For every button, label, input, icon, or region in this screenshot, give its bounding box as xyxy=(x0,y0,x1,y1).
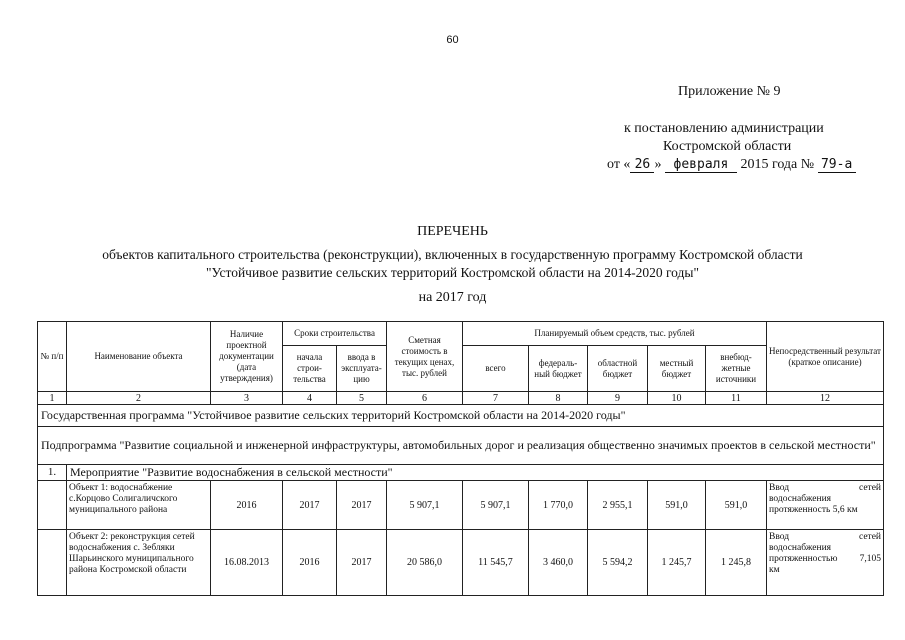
column-number: 2 xyxy=(67,392,211,405)
object-cost: 20 586,0 xyxy=(387,530,463,596)
column-number: 11 xyxy=(706,392,767,405)
object-cost: 5 907,1 xyxy=(387,481,463,530)
objects-table xyxy=(37,321,884,596)
result-line: водоснабжения xyxy=(769,543,832,553)
result-line: Ввод сетей xyxy=(769,532,881,542)
header-regional: областной бюджет xyxy=(588,346,648,392)
header-terms-commission: ввода в эксплуата-цию xyxy=(337,346,387,392)
activity-num: 1. xyxy=(38,465,67,481)
row-num xyxy=(38,530,67,596)
object-commission: 2017 xyxy=(337,530,387,596)
object-local: 591,0 xyxy=(648,481,706,530)
appendix-label: Приложение № 9 xyxy=(678,84,781,99)
column-number: 4 xyxy=(283,392,337,405)
header-planned: Планируемый объем средств, тыс. рублей xyxy=(463,322,767,346)
column-number: 9 xyxy=(588,392,648,405)
document-title: ПЕРЕЧЕНЬ xyxy=(417,224,488,239)
header-local: местный бюджет xyxy=(648,346,706,392)
result-line: Ввод сетей xyxy=(769,483,881,493)
header-docs: Наличие проектной документации (дата утверждения) xyxy=(211,322,283,392)
object-regional: 2 955,1 xyxy=(588,481,648,530)
header-num: № п/п xyxy=(38,322,67,392)
header-result: Непосредственный результат (краткое описание) xyxy=(767,322,884,392)
column-number: 5 xyxy=(337,392,387,405)
page-number: 60 xyxy=(446,34,459,46)
column-number: 8 xyxy=(529,392,588,405)
header-terms: Сроки строительства xyxy=(283,322,387,346)
document-subtitle-line-2: "Устойчивое развитие сельских территорий Костромской области на 2014-2020 годы" xyxy=(206,265,699,280)
date-day: 26 xyxy=(630,158,654,173)
object-docs: 16.08.2013 xyxy=(211,530,283,596)
table-row xyxy=(38,530,884,596)
activity-label: Мероприятие "Развитие водоснабжения в сельской местности" xyxy=(67,465,884,481)
document-year: на 2017 год xyxy=(418,290,487,305)
date-prefix: от « xyxy=(607,157,631,172)
date-day-close: » xyxy=(654,157,662,172)
subprogram-row: Подпрограмма "Развитие социальной и инженерной инфраструктуры, автомобильных дорог и реализация общественно значимых проектов в сельской местности" xyxy=(38,427,884,465)
header-total: всего xyxy=(463,346,529,392)
column-numbers-row xyxy=(38,392,884,405)
object-name: Объект 2: реконструкция сетей водоснабжения с. Зебляки Шарьинского муниципального района Костромской области xyxy=(67,530,211,596)
header-cost: Сметная стоимость в текущих ценах, тыс. рублей xyxy=(387,322,463,392)
object-total: 5 907,1 xyxy=(463,481,529,530)
column-number: 1 xyxy=(38,392,67,405)
object-start: 2016 xyxy=(283,530,337,596)
document-subtitle-line-1: объектов капитального строительства (реконструкции), включенных в государственную программу Костромской области xyxy=(102,247,803,262)
object-result xyxy=(767,481,884,530)
object-total: 11 545,7 xyxy=(463,530,529,596)
object-federal: 3 460,0 xyxy=(529,530,588,596)
column-number: 7 xyxy=(463,392,529,405)
row-num xyxy=(38,481,67,530)
object-docs: 2016 xyxy=(211,481,283,530)
object-offbudget: 1 245,8 xyxy=(706,530,767,596)
header-federal: федераль-ный бюджет xyxy=(529,346,588,392)
column-number: 12 xyxy=(767,392,884,405)
object-local: 1 245,7 xyxy=(648,530,706,596)
date-year: 2015 года № xyxy=(740,157,815,172)
object-regional: 5 594,2 xyxy=(588,530,648,596)
object-commission: 2017 xyxy=(337,481,387,530)
object-result xyxy=(767,530,884,596)
column-number: 6 xyxy=(387,392,463,405)
object-offbudget: 591,0 xyxy=(706,481,767,530)
object-name: Объект 1: водоснабжение с.Корцово Солигаличского муниципального района xyxy=(67,481,211,530)
program-row: Государственная программа "Устойчивое развитие сельских территорий Костромской области на 2014-2020 годы" xyxy=(38,405,884,427)
header-terms-start: начала строи-тельства xyxy=(283,346,337,392)
resolution-line-1: к постановлению администрации xyxy=(624,121,824,136)
date-month: февраля xyxy=(665,158,737,173)
table-row xyxy=(38,481,884,530)
result-line: протяженность 5,6 км xyxy=(769,505,858,515)
result-line: водоснабжения xyxy=(769,494,832,504)
result-line: протяженностью 7,105 xyxy=(769,554,881,564)
object-federal: 1 770,0 xyxy=(529,481,588,530)
column-number: 10 xyxy=(648,392,706,405)
object-start: 2017 xyxy=(283,481,337,530)
result-line: км xyxy=(769,565,780,575)
header-name: Наименование объекта xyxy=(67,322,211,392)
resolution-number: 79-а xyxy=(818,158,856,173)
resolution-line-2: Костромской области xyxy=(663,139,792,154)
column-number: 3 xyxy=(211,392,283,405)
resolution-date-line xyxy=(607,157,856,173)
header-offbudget: внебюд-жетные источники xyxy=(706,346,767,392)
